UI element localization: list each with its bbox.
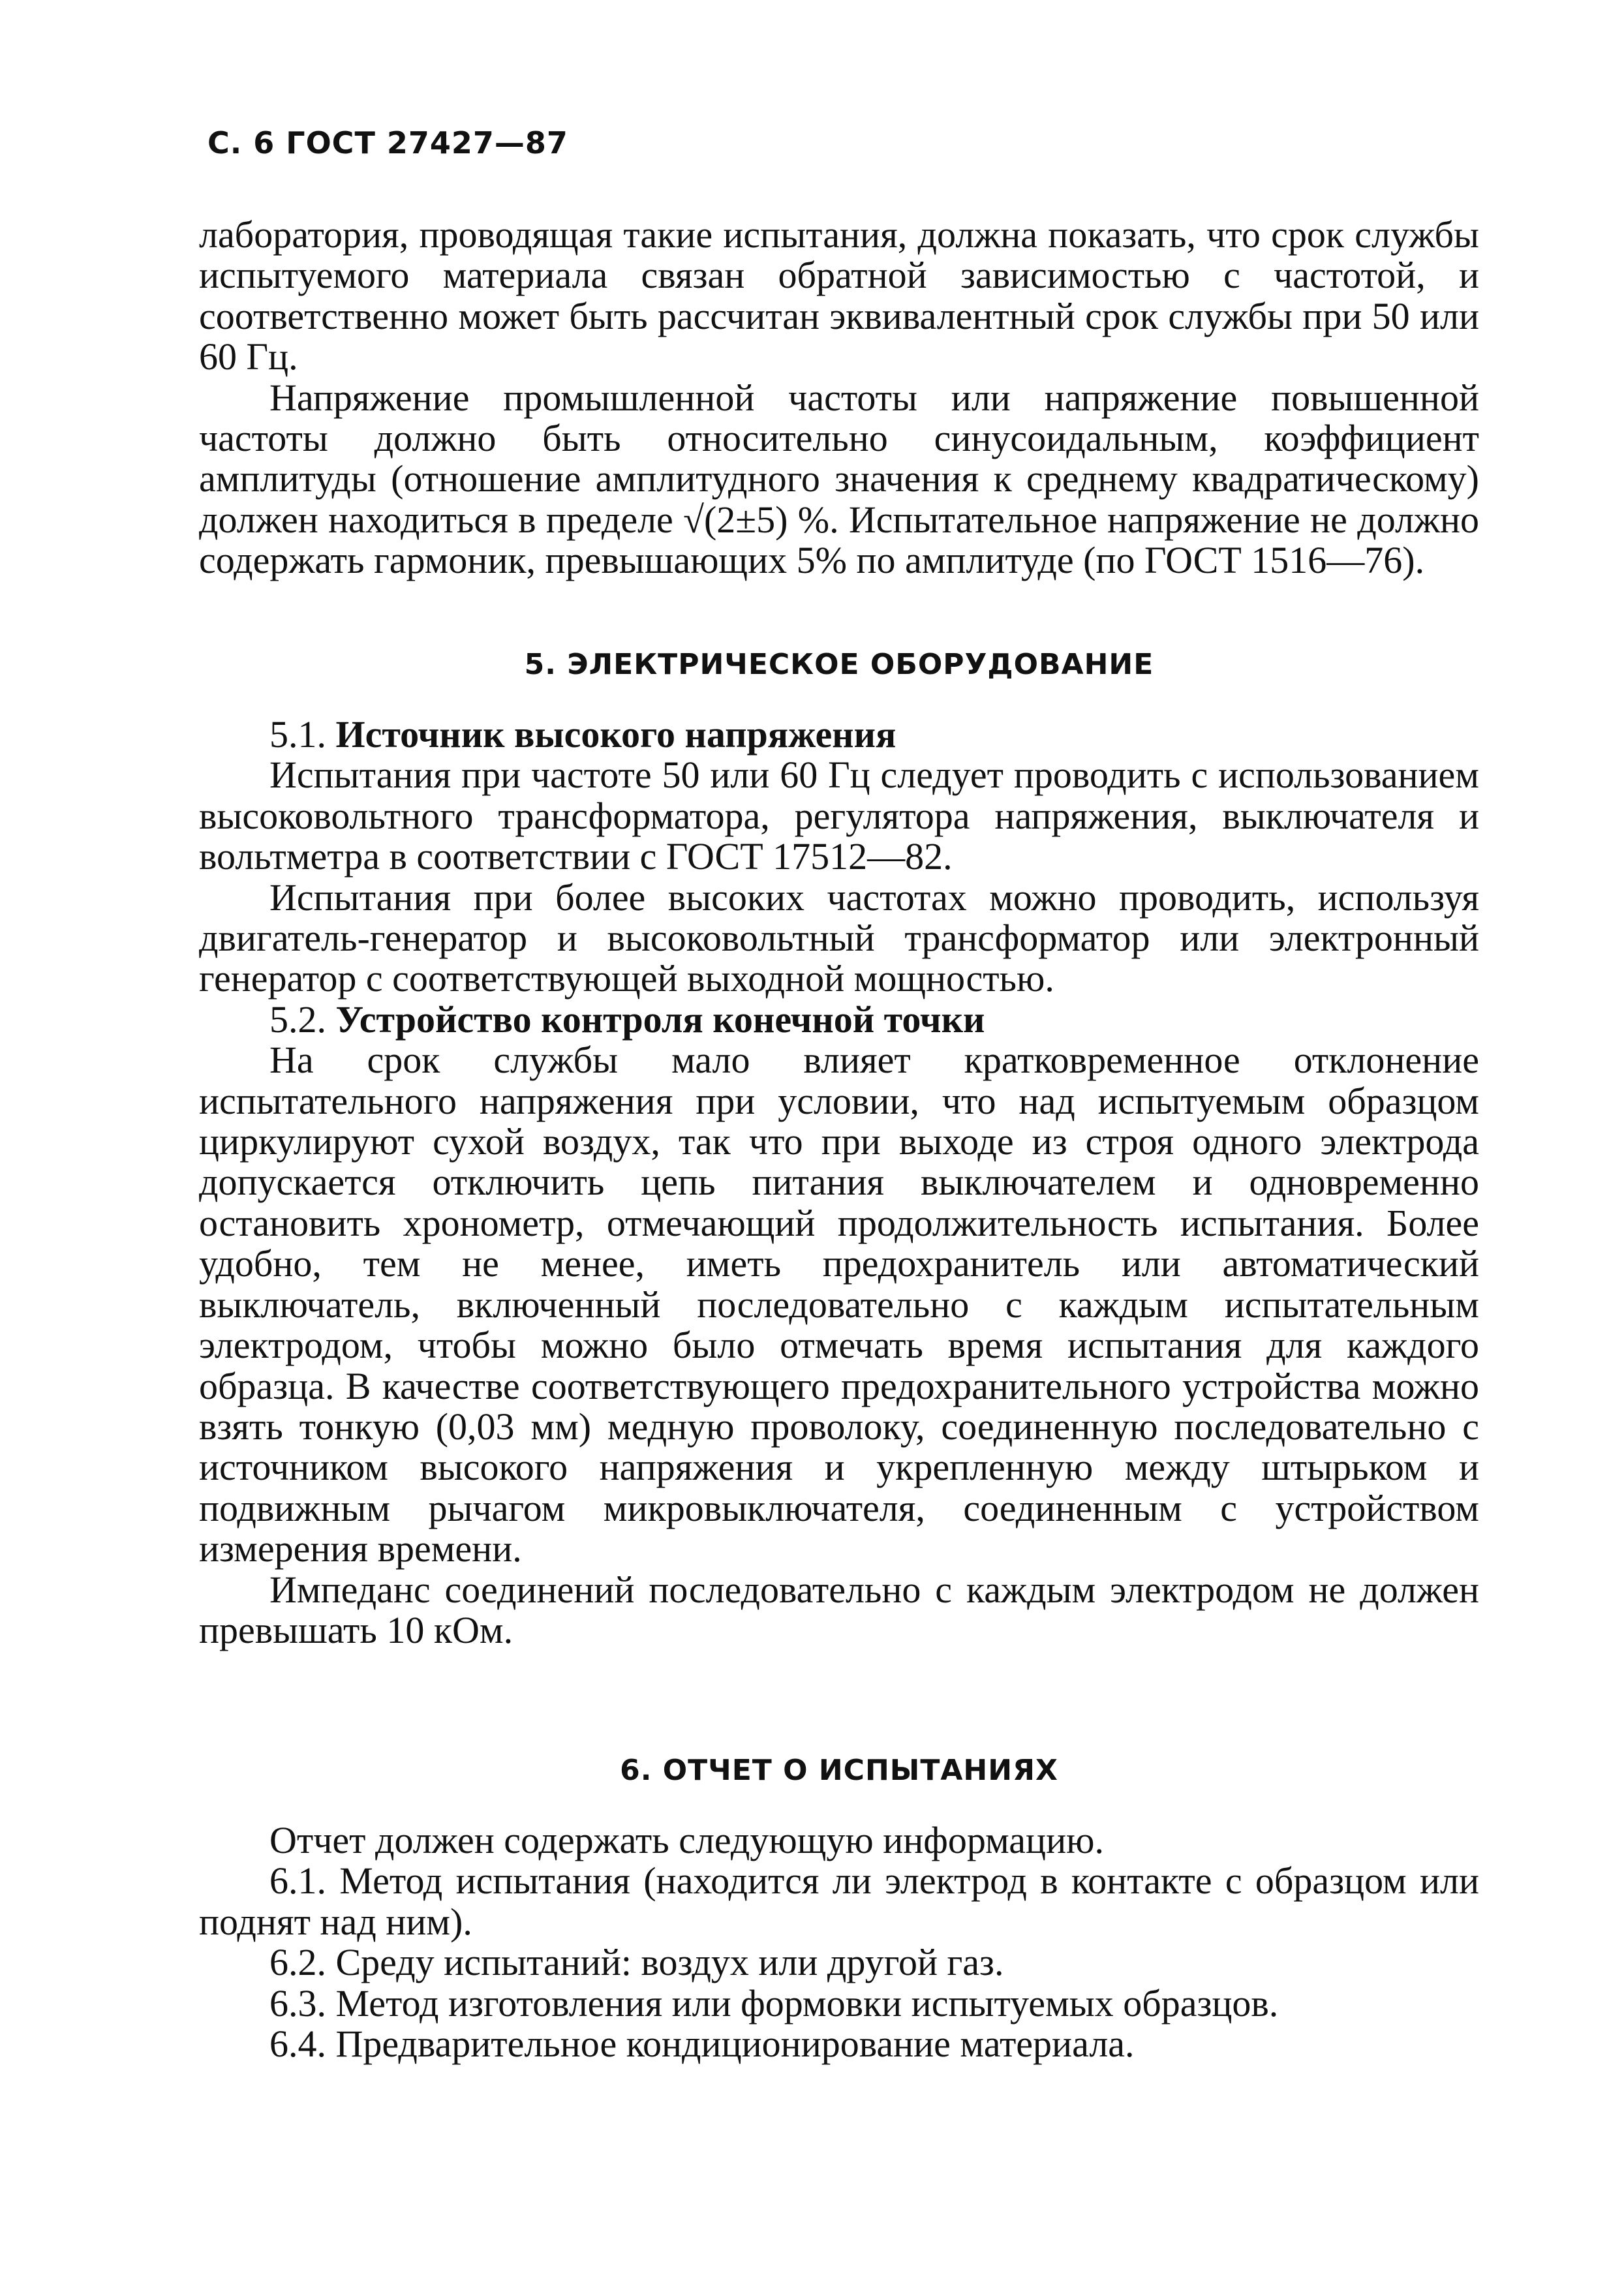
page-header: С. 6 ГОСТ 27427—87	[207, 125, 568, 160]
paragraph-5: На срок службы мало влияет кратковременное отклонение испытательного напряжения при условии, что над испытуемым образцом циркулируют сухой воздух, так что при выходе из строя одного электрода допускается отключить цепь питания выключателем и одновременно остановить хронометр, отмечающий продолжительность испытания. Более удобно, тем не менее, иметь предохранитель или автоматический выключатель, включенный последовательно с каждым испытательным электродом, чтобы можно было отмечать время испытания для каждого образца. В качестве соответствующего предохранительного устройства можно взять тонкую (0,03 мм) медную проволоку, соединенную последовательно с источником высокого напряжения и укрепленную между штырьком и подвижным рычагом микровыключателя, соединенным с устройством измерения времени.	[199, 1039, 1479, 1570]
section-6-heading: 6. ОТЧЕТ О ИСПЫТАНИЯХ	[620, 1754, 1058, 1787]
item-6-4: 6.4. Предварительное кондиционирование материала.	[269, 2023, 1135, 2066]
subsection-5-1-heading	[199, 714, 1479, 755]
subsection-5-1-number: 5.1.	[269, 713, 326, 756]
section-5-block	[199, 714, 1479, 1651]
item-6-1: 6.1. Метод испытания (находится ли электрод в контакте с образцом или поднят над ним).	[199, 1859, 1479, 1943]
paragraph-4: Испытания при более высоких частотах можно проводить, используя двигатель-генератор и высоковольтный трансформатор или электронный генератор с соответствующей выходной мощностью.	[199, 876, 1479, 1000]
paragraph-6: Импеданс соединений последовательно с каждым электродом не должен превышать 10 кОм.	[199, 1568, 1479, 1651]
paragraph-2: Напряжение промышленной частоты или напряжение повышенной частоты должно быть относительно синусоидальным, коэффициент амплитуды (отношение амплитудного значения к среднему квадратическому) должен находиться в пределе √(2±5) %. Испытательное напряжение не должно содержать гармоник, превышающих 5% по амплитуде (по ГОСТ 1516—76).	[199, 376, 1479, 582]
item-6-2: 6.2. Среду испытаний: воздух или другой газ.	[269, 1941, 1004, 1984]
paragraph-3: Испытания при частоте 50 или 60 Гц следует проводить с использованием высоковольтного трансформатора, регулятора напряжения, выключателя и вольтметра в соответствии с ГОСТ 17512—82.	[199, 754, 1479, 878]
section-6-block	[199, 1820, 1479, 2064]
item-6-3: 6.3. Метод изготовления или формовки испытуемых образцов.	[269, 1981, 1279, 2025]
intro-block	[199, 215, 1479, 581]
subsection-5-2-title: Устройство контроля конечной точки	[335, 998, 985, 1041]
section-5-heading: 5. ЭЛЕКТРИЧЕСКОЕ ОБОРУДОВАНИЕ	[524, 648, 1154, 681]
subsection-5-2-number: 5.2.	[269, 998, 326, 1041]
paragraph-1: лаборатория, проводящая такие испытания, должна показать, что срок службы испытуемого материала связан обратной зависимостью с частотой, и соответственно может быть рассчитан эквивалентный срок службы при 50 или 60 Гц.	[199, 213, 1479, 378]
paragraph-7: Отчет должен содержать следующую информацию.	[269, 1819, 1104, 1861]
subsection-5-1-title: Источник высокого напряжения	[335, 713, 896, 756]
subsection-5-2-heading	[199, 1000, 1479, 1040]
